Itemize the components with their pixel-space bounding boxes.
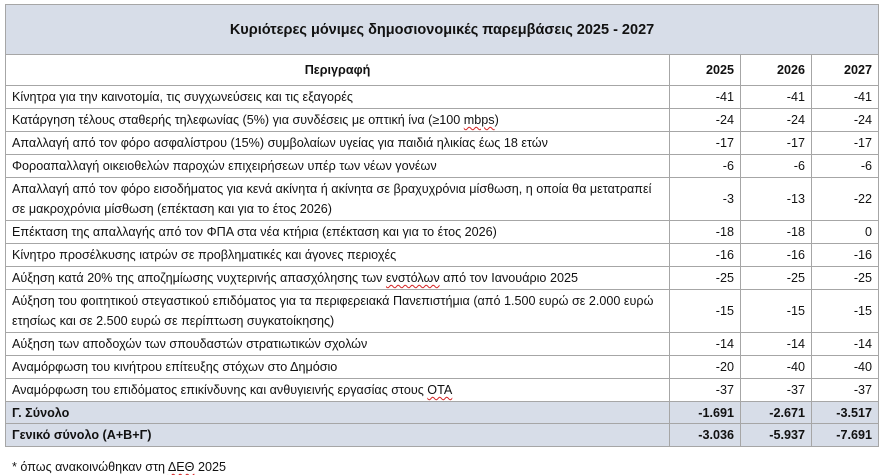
column-header-2025: 2025 — [670, 55, 741, 86]
value-2025: -20 — [670, 356, 741, 379]
value-2027: -41 — [812, 86, 879, 109]
value-2026: -24 — [741, 109, 812, 132]
column-header-2027: 2027 — [812, 55, 879, 86]
row-description: Αναμόρφωση του κινήτρου επίτευξης στόχων στο Δημόσιο — [6, 356, 670, 379]
fiscal-interventions-table — [5, 4, 879, 447]
subtotal-label: Γ. Σύνολο — [6, 402, 670, 424]
grand-total-2027: -7.691 — [812, 424, 879, 447]
value-2026: -25 — [741, 267, 812, 290]
table-row — [6, 333, 879, 356]
value-2025: -16 — [670, 244, 741, 267]
value-2026: -17 — [741, 132, 812, 155]
table-row — [6, 244, 879, 267]
spellcheck-word: mbps — [463, 113, 495, 127]
value-2027: -37 — [812, 379, 879, 402]
subtotal-2026: -2.671 — [741, 402, 812, 424]
table-row — [6, 86, 879, 109]
row-description — [6, 109, 670, 132]
row-description — [6, 267, 670, 290]
table-row — [6, 290, 879, 333]
table-header-row — [6, 55, 879, 86]
spellcheck-word: ΟΤΑ — [427, 383, 453, 397]
grand-total-label: Γενικό σύνολο (Α+Β+Γ) — [6, 424, 670, 447]
value-2025: -15 — [670, 290, 741, 333]
value-2026: -15 — [741, 290, 812, 333]
value-2027: -15 — [812, 290, 879, 333]
footnote-text: 2025 — [194, 460, 226, 474]
table-row — [6, 109, 879, 132]
subtotal-2025: -1.691 — [670, 402, 741, 424]
value-2027: -16 — [812, 244, 879, 267]
value-2026: -41 — [741, 86, 812, 109]
value-2027: -22 — [812, 178, 879, 221]
value-2025: -14 — [670, 333, 741, 356]
value-2027: -14 — [812, 333, 879, 356]
column-header-description: Περιγραφή — [6, 55, 670, 86]
row-description: Απαλλαγή από τον φόρο εισοδήματος για κενά ακίνητα ή ακίνητα σε βραχυχρόνια μίσθωση, η οποία θα μετατραπεί σε μακροχρόνια μίσθωση (επέκταση και για το έτος 2026) — [6, 178, 670, 221]
footnote — [5, 447, 878, 474]
table-row — [6, 267, 879, 290]
table-row — [6, 379, 879, 402]
grand-total-2026: -5.937 — [741, 424, 812, 447]
description-text: Αναμόρφωση του επιδόματος επικίνδυνης και ανθυγιεινής εργασίας στους — [12, 383, 428, 397]
row-description: Κίνητρα για την καινοτομία, τις συγχωνεύσεις και τις εξαγορές — [6, 86, 670, 109]
row-description: Επέκταση της απαλλαγής από τον ΦΠΑ στα νέα κτήρια (επέκταση και για το έτος 2026) — [6, 221, 670, 244]
value-2026: -16 — [741, 244, 812, 267]
value-2027: -24 — [812, 109, 879, 132]
table-title-row — [6, 5, 879, 55]
table-row — [6, 356, 879, 379]
value-2025: -37 — [670, 379, 741, 402]
value-2027: -40 — [812, 356, 879, 379]
description-text: από τον Ιανουάριο 2025 — [439, 271, 578, 285]
value-2025: -18 — [670, 221, 741, 244]
value-2027: 0 — [812, 221, 879, 244]
value-2025: -17 — [670, 132, 741, 155]
table-row — [6, 178, 879, 221]
row-description: Απαλλαγή από τον φόρο ασφαλίστρου (15%) συμβολαίων υγείας για παιδιά ηλικίας έως 18 ετών — [6, 132, 670, 155]
spellcheck-word: ενστόλων — [385, 271, 440, 285]
row-description: Κίνητρο προσέλκυσης ιατρών σε προβληματικές και άγονες περιοχές — [6, 244, 670, 267]
row-description — [6, 379, 670, 402]
value-2026: -13 — [741, 178, 812, 221]
value-2027: -6 — [812, 155, 879, 178]
subtotal-2027: -3.517 — [812, 402, 879, 424]
value-2026: -37 — [741, 379, 812, 402]
value-2026: -14 — [741, 333, 812, 356]
value-2026: -6 — [741, 155, 812, 178]
table-container — [5, 4, 878, 474]
table-title: Κυριότερες μόνιμες δημοσιονομικές παρεμβάσεις 2025 - 2027 — [6, 5, 879, 55]
value-2027: -17 — [812, 132, 879, 155]
row-description: Αύξηση των αποδοχών των σπουδαστών στρατιωτικών σχολών — [6, 333, 670, 356]
value-2026: -18 — [741, 221, 812, 244]
value-2026: -40 — [741, 356, 812, 379]
subtotal-row — [6, 402, 879, 424]
value-2025: -3 — [670, 178, 741, 221]
table-row — [6, 155, 879, 178]
row-description: Αύξηση του φοιτητικού στεγαστικού επιδόματος για τα περιφερειακά Πανεπιστήμια (από 1.500 ευρώ σε 2.000 ευρώ ετησίως και σε 2.500 ευρώ σε περίπτωση συγκατοίκησης) — [6, 290, 670, 333]
description-text: Κατάργηση τέλους σταθερής τηλεφωνίας (5%) για συνδέσεις με οπτική ίνα (≥100 — [12, 113, 464, 127]
value-2025: -41 — [670, 86, 741, 109]
description-text: ) — [494, 113, 499, 127]
value-2025: -25 — [670, 267, 741, 290]
table-row — [6, 132, 879, 155]
description-text: Αύξηση κατά 20% της αποζημίωσης νυχτερινής απασχόλησης των — [12, 271, 386, 285]
value-2025: -6 — [670, 155, 741, 178]
value-2027: -25 — [812, 267, 879, 290]
table-row — [6, 221, 879, 244]
row-description: Φοροαπαλλαγή οικειοθελών παροχών επιχειρήσεων υπέρ των νέων γονέων — [6, 155, 670, 178]
grand-total-2025: -3.036 — [670, 424, 741, 447]
grand-total-row — [6, 424, 879, 447]
column-header-2026: 2026 — [741, 55, 812, 86]
value-2025: -24 — [670, 109, 741, 132]
footnote-text: * όπως ανακοινώθηκαν στη — [12, 460, 168, 474]
spellcheck-word: ΔΕΘ — [167, 460, 195, 474]
